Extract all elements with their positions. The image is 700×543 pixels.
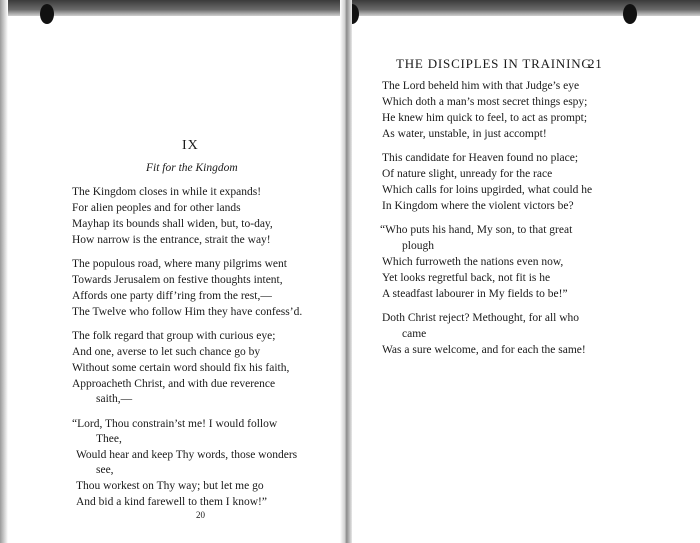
poem-line: Would hear and keep Thy words, those wonders <box>76 449 298 461</box>
poem-line: “Who puts his hand, My son, to that great <box>380 224 573 236</box>
chapter-title: Fit for the Kingdom <box>146 162 238 174</box>
poem-line: Approacheth Christ, and with due reverence <box>72 378 276 390</box>
page-number: 20 <box>196 510 205 520</box>
poem-line: Which furroweth the nations even now, <box>382 256 564 268</box>
poem-line: Which calls for loins upgirded, what could he <box>382 184 593 196</box>
poem-line: Doth Christ reject? Methought, for all who <box>382 312 580 324</box>
poem-line: The Twelve who follow Him they have confess’d. <box>72 306 303 318</box>
left-page <box>0 0 340 543</box>
poem-line: A steadfast labourer in My fields to be!” <box>382 288 568 300</box>
poem-line: He knew him quick to feel, to act as prompt; <box>382 112 588 124</box>
chapter-number: IX <box>182 138 199 153</box>
poem-line: For alien peoples and for other lands <box>72 202 241 214</box>
poem-line: The Kingdom closes in while it expands! <box>72 186 262 198</box>
running-head: THE DISCIPLES IN TRAINING <box>396 56 592 71</box>
poem-line: This candidate for Heaven found no place; <box>382 152 579 164</box>
poem-line: Mayhap its bounds shall widen, but, to-day, <box>72 218 273 230</box>
poem-line: “Lord, Thou constrain’st me! I would follow <box>72 418 278 430</box>
poem-line: Was a sure welcome, and for each the same! <box>382 344 586 356</box>
right-page <box>352 0 700 543</box>
poem-line: And one, averse to let such chance go by <box>72 346 261 358</box>
poem-line: Thee, <box>96 433 122 445</box>
poem-line: Of nature slight, unready for the race <box>382 168 553 180</box>
poem-line: Towards Jerusalem on festive thoughts intent, <box>72 274 283 286</box>
poem-line: plough <box>402 240 434 252</box>
poem-line: The populous road, where many pilgrims went <box>72 258 287 270</box>
page-number: 21 <box>588 56 603 71</box>
poem-line: Which doth a man’s most secret things espy; <box>382 96 588 108</box>
poem-line: How narrow is the entrance, strait the way! <box>72 234 271 246</box>
poem-line: see, <box>96 464 114 476</box>
poem-line: saith,— <box>96 393 133 405</box>
poem-line: And bid a kind farewell to them I know!” <box>76 496 267 508</box>
poem-line: Affords one party diff’ring from the rest,— <box>72 290 272 302</box>
poem-line: As water, unstable, in just accompt! <box>382 128 547 140</box>
poem-line: came <box>402 328 427 340</box>
poem-line: Without some certain word should fix his faith, <box>72 362 290 374</box>
poem-line: In Kingdom where the violent victors be? <box>382 200 574 212</box>
poem-line: The Lord beheld him with that Judge’s eye <box>382 80 580 92</box>
poem-line: Yet looks regretful back, not fit is he <box>382 272 551 284</box>
poem-line: The folk regard that group with curious eye; <box>72 330 276 342</box>
book-gutter <box>340 0 352 543</box>
poem-line: Thou workest on Thy way; but let me go <box>76 480 264 492</box>
